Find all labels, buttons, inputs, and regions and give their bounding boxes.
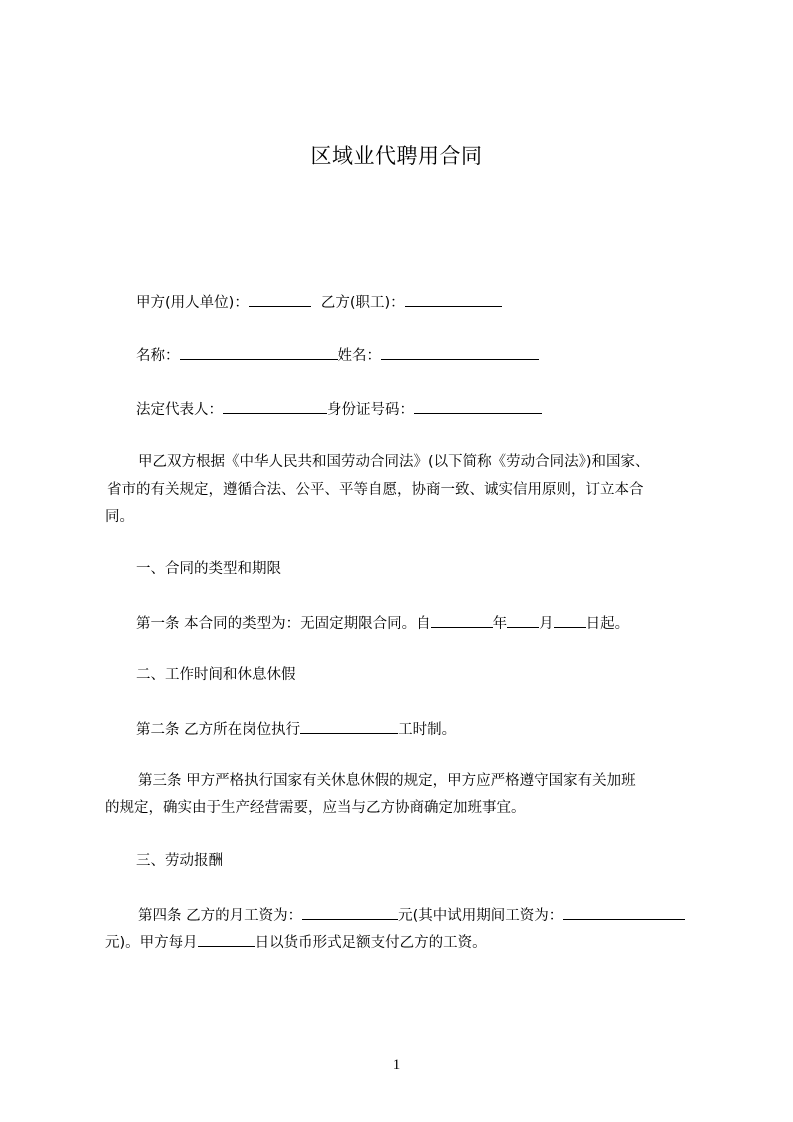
section-1-heading: 一、合同的类型和期限 [136, 561, 281, 577]
monthly-wage-blank [302, 904, 398, 920]
document-title: 区域业代聘用合同 [310, 144, 483, 168]
article-3-line-1: 第三条 甲方严格执行国家有关休息休假的规定，甲方应严格遵守国家有关加班 [138, 773, 636, 789]
page-number: 1 [392, 1057, 401, 1073]
party-b-blank [405, 291, 502, 307]
article-1 [136, 612, 736, 634]
legal-rep-line [136, 398, 736, 420]
probation-wage-blank [563, 904, 685, 920]
article-4-line-2 [105, 931, 705, 953]
person-name-label: 姓名： [337, 348, 381, 364]
pay-day-blank [198, 931, 255, 947]
id-number-label: 身份证号码： [327, 402, 414, 418]
article-4-line-1 [138, 904, 738, 926]
id-number-blank [414, 398, 542, 414]
article-3-line-2: 的规定，确实由于生产经营需要，应当与乙方协商确定加班事宜。 [105, 800, 526, 816]
article-2 [136, 718, 736, 740]
party-a-blank [249, 291, 311, 307]
month-label: 月 [539, 616, 554, 632]
legal-rep-label: 法定代表人： [136, 402, 223, 418]
preamble-line-3: 同。 [105, 509, 134, 525]
start-day-blank [554, 612, 586, 628]
party-b-label: 乙方(职工)： [320, 295, 405, 311]
article-2-suffix: 工时制。 [398, 722, 457, 738]
person-name-blank [381, 344, 539, 360]
article-4-text: 第四条 乙方的月工资为： [138, 908, 303, 924]
name-blank [180, 344, 338, 360]
work-hours-blank [300, 718, 398, 734]
article-4-mid: 元(其中试用期间工资为： [398, 908, 564, 924]
party-a-label: 甲方(用人单位)： [136, 295, 249, 311]
section-3-heading: 三、劳动报酬 [136, 853, 223, 869]
name-line [136, 344, 736, 366]
article-1-text: 第一条 本合同的类型为：无固定期限合同。自 [136, 616, 431, 632]
start-month-blank [507, 612, 539, 628]
party-line [136, 291, 736, 313]
article-4-line-2-suffix: 日以货币形式足额支付乙方的工资。 [254, 935, 487, 951]
day-label: 日起。 [585, 616, 630, 632]
preamble-line-1: 甲乙双方根据《中华人民共和国劳动合同法》(以下简称《劳动合同法》)和国家、 [138, 454, 650, 470]
year-label: 年 [492, 616, 508, 632]
article-4-line-2-prefix: 元)。甲方每月 [105, 935, 198, 951]
preamble-line-2: 省市的有关规定，遵循合法、公平、平等自愿，协商一致、诚实信用原则，订立本合 [107, 482, 644, 498]
legal-rep-blank [223, 398, 327, 414]
name-label: 名称： [136, 348, 180, 364]
start-year-blank [431, 612, 493, 628]
article-2-text: 第二条 乙方所在岗位执行 [136, 722, 301, 738]
section-2-heading: 二、工作时间和休息休假 [136, 667, 296, 683]
